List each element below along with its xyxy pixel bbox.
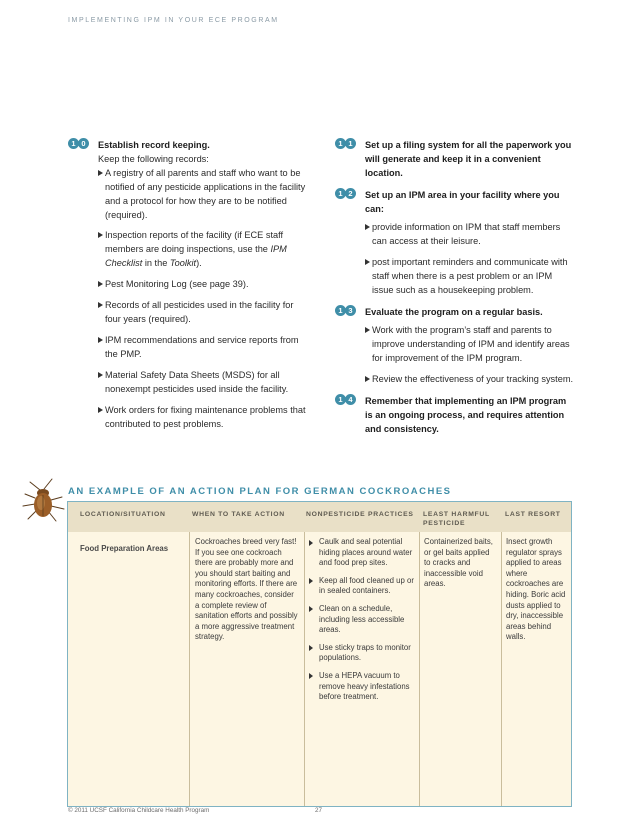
cell-least-harmful: Containerized baits, or gel baits applied to cracks and inaccessible void areas. — [424, 537, 493, 589]
bullet-arrow-icon — [98, 232, 103, 238]
record-item: A registry of all parents and staff who want to be notified of any pesticide applications in the facility and a protocol for how they are to be notified (required). — [98, 166, 308, 222]
bullet-arrow-icon — [365, 327, 370, 333]
step-14 — [335, 394, 575, 436]
bullet-arrow-icon — [98, 372, 103, 378]
bullet-arrow-icon — [98, 281, 103, 287]
step-12-title: Set up an IPM area in your facility where you can: — [365, 190, 560, 214]
right-column — [335, 138, 575, 444]
record-item: Pest Monitoring Log (see page 39). — [98, 277, 308, 291]
practice-item: Caulk and seal potential hiding places around water and food prep sites. — [309, 537, 415, 569]
record-item: Inspection reports of the facility (if ECE staff members are doing inspections, use the IPM Checklist in the Toolkit). — [98, 228, 308, 270]
header-when: WHEN TO TAKE ACTION — [192, 511, 285, 518]
ipm-area-item: post important reminders and communicate with staff when there is a pest problem or an IPM issue such as a housekeeping problem. — [365, 255, 575, 297]
step-11 — [335, 138, 575, 180]
step-10-title: Establish record keeping. — [98, 140, 210, 150]
practice-item: Clean on a schedule, including less accessible areas. — [309, 604, 415, 636]
bullet-arrow-icon — [309, 540, 313, 546]
cell-nonpesticide — [309, 537, 415, 710]
bullet-arrow-icon — [365, 224, 370, 230]
left-column — [68, 138, 308, 439]
record-item: Records of all pesticides used in the facility for four years (required). — [98, 298, 308, 326]
step-13 — [335, 305, 575, 386]
cell-location: Food Preparation Areas — [80, 544, 169, 553]
step-10 — [68, 138, 308, 431]
bullet-arrow-icon — [98, 170, 103, 176]
page-number: 27 — [315, 807, 323, 814]
step-number-12: 1 2 — [335, 188, 355, 202]
evaluation-item: Work with the program’s staff and parents to improve understanding of IPM and identify areas for improvement of the IPM program. — [365, 323, 575, 365]
practice-item: Keep all food cleaned up or in sealed containers. — [309, 576, 415, 597]
bullet-arrow-icon — [309, 606, 313, 612]
bullet-arrow-icon — [309, 645, 313, 651]
step-number-11: 1 1 — [335, 138, 355, 152]
column-divider — [501, 532, 502, 806]
step-14-title: Remember that implementing an IPM program is an ongoing process, and requires attention and consistency. — [365, 396, 567, 434]
footer-copyright: © 2011 UCSF California Childcare Health Program — [68, 807, 210, 814]
header-least-harmful: LEAST HARMFUL PESTICIDE — [423, 511, 490, 527]
ipm-area-item: provide information on IPM that staff members can access at their leisure. — [365, 220, 575, 248]
step-13-title: Evaluate the program on a regular basis. — [365, 307, 543, 317]
step-number-13: 1 3 — [335, 305, 355, 319]
bullet-arrow-icon — [98, 302, 103, 308]
bullet-arrow-icon — [98, 337, 103, 343]
bullet-arrow-icon — [365, 376, 370, 382]
column-divider — [419, 532, 420, 806]
action-plan-table — [67, 501, 572, 807]
column-divider — [304, 532, 305, 806]
step-11-title: Set up a filing system for all the paperwork you will generate and keep it in a convenient location. — [365, 140, 572, 178]
cell-when: Cockroaches breed very fast! If you see one cockroach there are probably more and you should start baiting and monitoring efforts. If there are many cockroaches, consider a complete review of sanitation efforts and possibly a more aggressive treatment strategy. — [195, 537, 298, 642]
bullet-arrow-icon — [309, 578, 313, 584]
running-head: IMPLEMENTING IPM IN YOUR ECE PROGRAM — [68, 17, 279, 24]
record-item: IPM recommendations and service reports from the PMP. — [98, 333, 308, 361]
cockroach-icon — [20, 478, 66, 522]
evaluation-item: Review the effectiveness of your tracking system. — [365, 372, 575, 386]
header-last-resort: LAST RESORT — [505, 511, 561, 518]
header-location: LOCATION/SITUATION — [80, 511, 166, 518]
record-item: Material Safety Data Sheets (MSDS) for all nonexempt pesticides used inside the facility. — [98, 368, 308, 396]
action-plan-title: AN EXAMPLE OF AN ACTION PLAN FOR GERMAN COCKROACHES — [68, 486, 452, 497]
practice-item: Use sticky traps to monitor populations. — [309, 643, 415, 664]
column-divider — [189, 532, 190, 806]
cell-last-resort: Insect growth regulator sprays applied to areas where cockroaches are hiding. Boric acid dusts applied to dry, inaccessible areas behind walls. — [506, 537, 566, 642]
table-header-row — [68, 502, 571, 532]
step-number-14: 1 4 — [335, 394, 355, 408]
step-number-10: 1 0 — [68, 138, 88, 152]
bullet-arrow-icon — [98, 407, 103, 413]
bullet-arrow-icon — [365, 259, 370, 265]
bullet-arrow-icon — [309, 673, 313, 679]
record-item: Work orders for fixing maintenance problems that contributed to pest problems. — [98, 403, 308, 431]
practice-item: Use a HEPA vacuum to remove heavy infestations before treatment. — [309, 671, 415, 703]
header-nonpesticide: NONPESTICIDE PRACTICES — [306, 511, 414, 518]
step-10-intro: Keep the following records: — [98, 154, 209, 164]
step-12 — [335, 188, 575, 297]
